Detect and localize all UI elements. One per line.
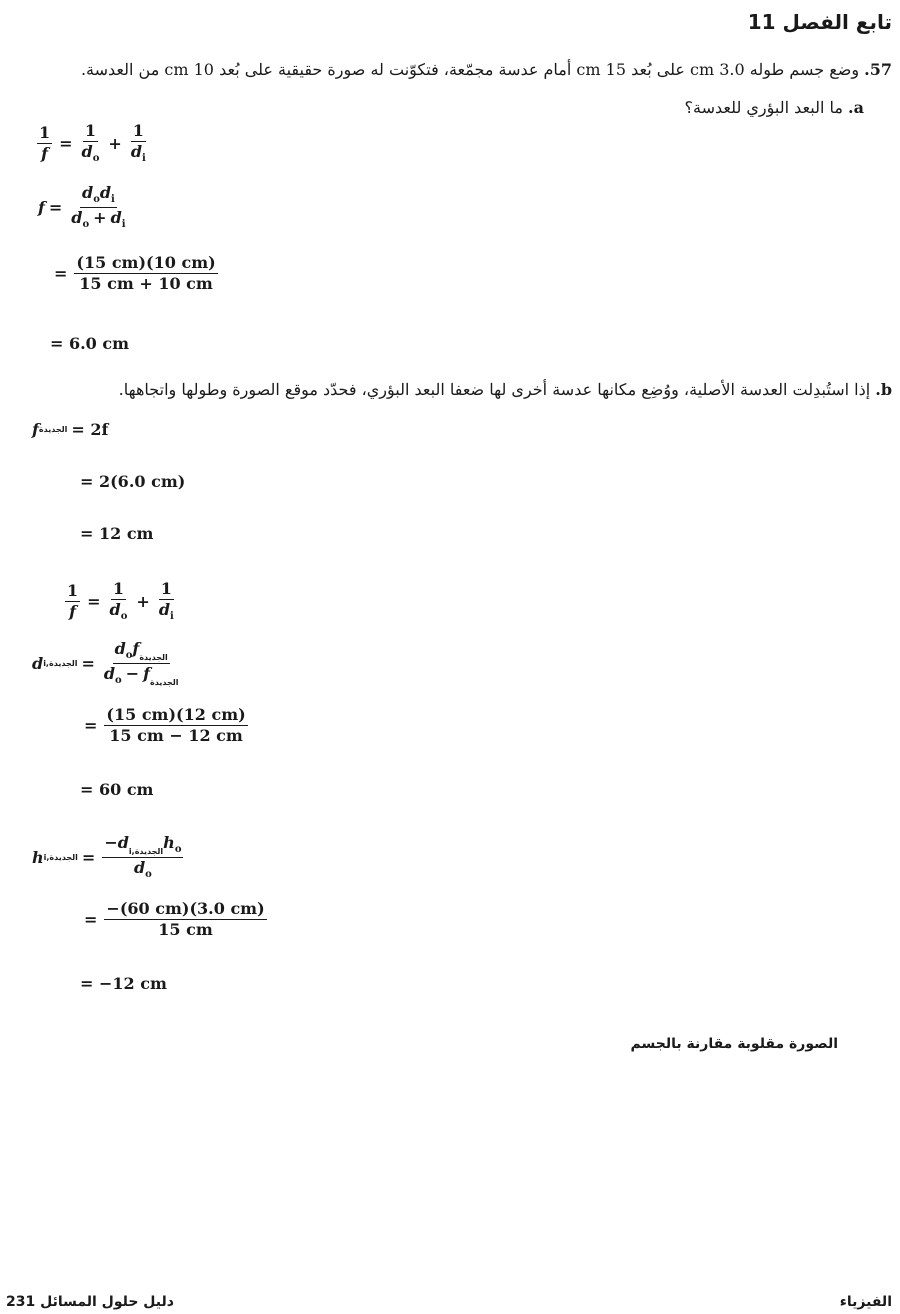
footer-subject: الفيزياء: [839, 1294, 892, 1310]
image-height-formula: h i,الجديدة = $\frac{-d_{i,الجديدة}h_o}{d_o}$: [32, 833, 182, 881]
problem-text: وضع جسم طوله 3.0 cm على بُعد 15 cm أمام عدسة مجمّعة، فتكوّنت له صورة حقيقية على بُعد 10 cm من العدسة.: [80, 60, 860, 79]
part-a-text: ما البعد البؤري للعدسة؟: [684, 98, 843, 117]
focal-substitution: = $\frac{(15 cm)(10 cm)}{15 cm + 10 cm}$: [54, 253, 216, 294]
part-b-question: [20, 380, 892, 399]
part-b-text: إذا استُبدِلت العدسة الأصلية، ووُضِع مكانها عدسة أخرى لها ضعفا البعد البؤري، فحدّد موقع الصورة وطولها واتجاهها.: [118, 380, 871, 399]
part-b-label: b.: [875, 380, 892, 399]
image-distance-substitution: = $\frac{(15 cm)(12 cm)}{15 cm - 12 cm}$: [84, 705, 246, 746]
new-focal-equation: f الجديدة = 2f: [32, 420, 109, 439]
image-distance-result: = 60 cm: [80, 780, 154, 799]
image-height-substitution: = $\frac{-(60 cm)(3.0 cm)}{15 cm}$: [84, 899, 265, 940]
focal-result: = 6.0 cm: [50, 334, 130, 353]
image-distance-formula: d i,الجديدة = $\frac{d_of_{الجديدة}}{d_o - f_{الجديدة}}$: [32, 639, 179, 688]
focal-formula: f = $\frac{d_od_i}{d_o + d_i}$: [38, 183, 126, 230]
orientation-note: الصورة مقلوبة مقارنة بالجسم: [630, 1036, 838, 1052]
part-a-question: [685, 98, 864, 117]
part-a-label: a.: [848, 98, 864, 117]
footer-solutions-guide: دليل حلول المسائل 231: [6, 1294, 174, 1310]
problem-statement: [40, 60, 892, 79]
lens-equation-a: $\frac{1}{f}$ = $\frac{1}{d_o}$ + $\frac{1}{d_i}$: [39, 121, 146, 165]
problem-number: 57.: [864, 60, 892, 79]
new-focal-result: = 12 cm: [80, 524, 154, 543]
new-focal-substitution: = 2(6.0 cm): [80, 472, 186, 491]
chapter-header: تابع الفصل 11: [747, 10, 892, 34]
lens-equation-b: $\frac{1}{f}$ = $\frac{1}{d_o}$ + $\frac{1}{d_i}$: [67, 579, 174, 623]
image-height-result: = −12 cm: [80, 974, 167, 993]
